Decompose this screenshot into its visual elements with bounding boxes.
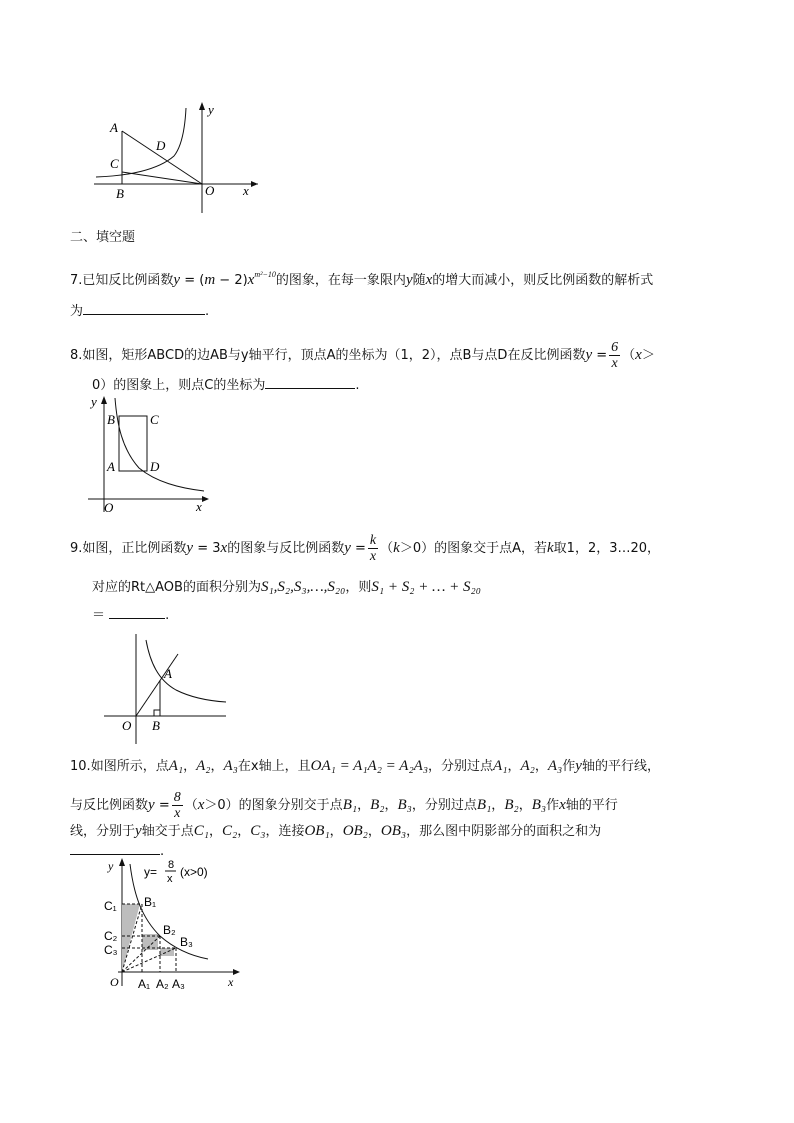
label-a3: A₃ [172,977,185,991]
label-c: C [150,412,159,427]
figure-q8 [84,394,214,516]
q7-number: 7. [70,273,83,288]
label-a1: A₁ [138,977,151,991]
q10-line2: 与反比例函数y = $\frac{8}{x}$ （x＞0）的图象分别交于点B₁，B₂，B₃，分别过点B₁，B₂，B₃作x轴的平行 [70,790,618,821]
figure-q9 [102,632,230,746]
label-o: O [122,718,132,733]
x-arrow [202,496,209,502]
q7-exponent: m²−10 [254,270,276,279]
label-o: O [104,500,114,515]
label-a: A [164,666,172,681]
q7-answer-blank[interactable] [83,302,205,315]
q7-line2: 为 . [70,304,210,319]
label-d: D [150,459,160,474]
q9-line2: 对应的Rt△AOB的面积分别为S₁,S₂,S₃,…,S₂₀，则S₁ + S₂ + … + S₂₀ [92,579,481,595]
label-x: x [243,183,249,198]
q10-line1: 10.如图所示，点A₁，A₂，A₃在x轴上，且OA₁ = A₁A₂ = A₂A₃，分别过点A₁，A₂，A₃作y轴的平行线， [70,758,660,774]
q9-line1: 9.如图，正比例函数y = 3x的图象与反比例函数y = $\frac{k}{x}$ （k＞0）的图象交于点A，若k取1，2，3…20， [70,533,661,564]
q10-fraction: $\frac{8}{x}$ [173,790,181,821]
y-arrow [119,858,125,866]
q8-line1: 8.如图，矩形ABCD的边AB与y轴平行，顶点A的坐标为（1，2），点B与点D在反比例函数y = $\frac{6}{x}$ （x＞ [70,340,655,371]
label-b3: B₃ [180,935,193,949]
q10-line3: 线，分别于y轴交于点C₁，C₂，C₃，连接OB₁，OB₂，OB₃，那么图中阴影部分的面积之和为 [70,823,602,839]
q8-line2: 0）的图象上，则点C的坐标为 . [92,378,360,393]
segment-co [122,172,202,184]
label-y: y [208,102,214,117]
label-x: x [228,975,234,989]
line-y-3x [136,654,178,716]
label-o: O [110,975,119,989]
q9-answer-blank[interactable] [109,606,165,619]
formula-num: 8 [168,859,175,871]
label-a: A [110,120,118,135]
q10-line4: . [70,842,164,861]
label-d: D [156,138,166,153]
label-b: B [116,186,124,201]
label-c: C [110,156,119,171]
segment-ob3 [122,948,176,972]
hyperbola [115,398,204,491]
q8-number: 8. [70,348,83,363]
formula-cond: (x>0) [180,865,208,879]
q9-fraction: $\frac{k}{x}$ [369,533,377,564]
x-arrow [233,969,240,975]
q9-sum: S₁ + S₂ + … + S₂₀ [371,579,481,595]
q8-answer-blank[interactable] [265,376,355,389]
formula-y: y= [144,865,158,879]
label-a2: A₂ [156,977,169,991]
label-c2: C₂ [104,929,118,943]
label-c1: C₁ [104,899,117,913]
figure-q6 [88,98,268,216]
label-y: y [91,394,97,409]
label-b1: B₁ [144,895,157,909]
x-arrow [251,181,258,187]
hyperbola [146,640,226,702]
y-arrow [101,396,107,404]
label-b: B [152,718,160,733]
q10-number: 10. [70,759,91,774]
label-y: y [108,859,114,873]
y-arrow [199,102,205,110]
shaded-region-3 [160,948,174,956]
q7-line1: 7.已知反比例函数$y = (m - 2)x^{m^2-10}$的图象，在每一象限内y随x的增大而减小，则反比例函数的解析式 [70,270,654,288]
label-b: B [107,412,115,427]
section-title: 二、填空题 [70,230,136,245]
right-angle-mark [154,710,160,716]
label-o: O [205,183,215,198]
q10-answer-blank[interactable] [70,842,160,855]
q9-number: 9. [70,541,83,556]
q8-fraction: $\frac{6}{x}$ [611,340,619,371]
label-c3: C₃ [104,943,118,957]
label-a: A [107,459,115,474]
formula-den: x [167,873,173,885]
q9-line3: ＝ . [92,608,170,623]
q9-sequence: S₁,S₂,S₃,…,S₂₀ [260,579,346,595]
rectangle-abcd [119,416,147,471]
label-b2: B₂ [163,923,176,937]
label-x: x [196,499,202,514]
figure-q10 [100,856,250,996]
